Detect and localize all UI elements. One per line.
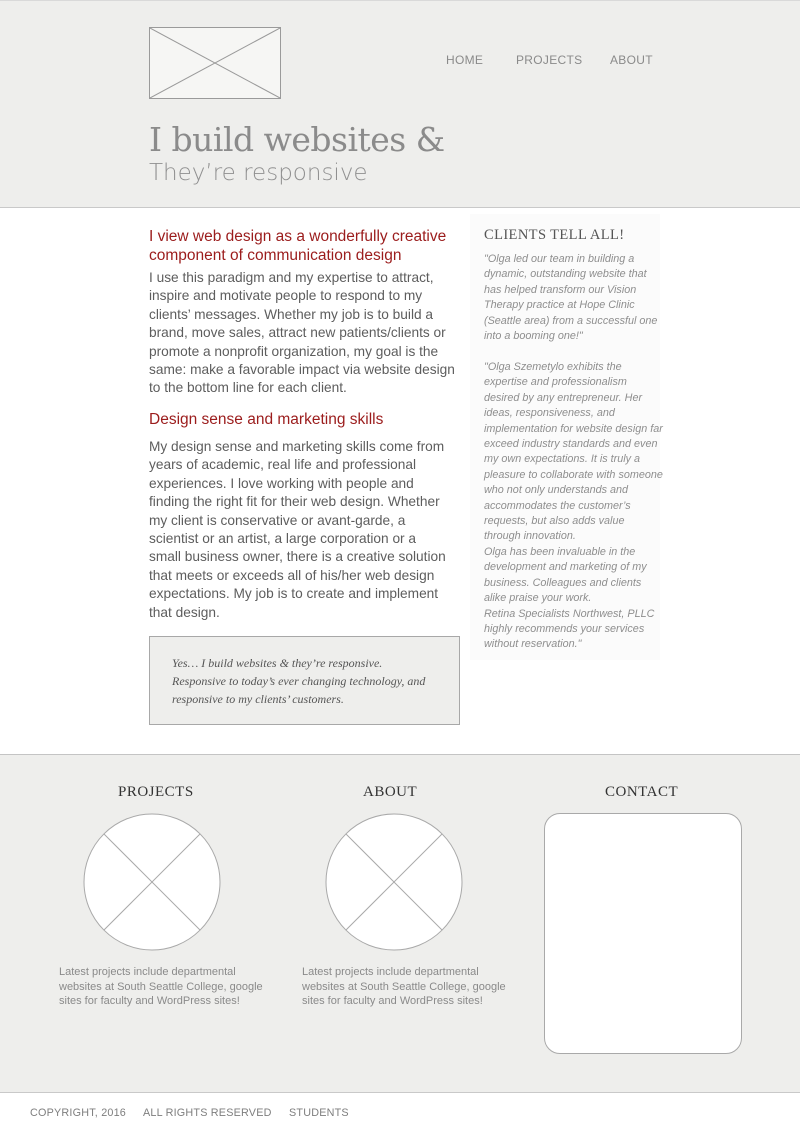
section-paragraph-creative: I use this paradigm and my expertise to attract, inspire and motivate people to respond to my clients’ messages. Whether my job is to build a brand, move sales, attract new patients/clients or promote a nonprofit organization, my goal is the same: make a favorable impact via website design to the bottom line for each client. [149, 270, 455, 396]
pull-quote-text: Yes… I build websites & they’re responsive. Responsive to today’s ever changing technology, and responsive to my clients’ customers. [172, 656, 426, 706]
section-paragraph-design-sense: My design sense and marketing skills come from years of academic, real life and professional experiences. I love working with people and finding the right fit for their web design. Whether my client is conservative or avant-garde, a scientist or an artist, a large corporation or a small business owner, there is a creative solution that meets or exceeds all of his/her web design expectations. My job is to create and implement that design. [149, 439, 446, 620]
section-heading-design-sense: Design sense and marketing skills [149, 411, 384, 428]
testimonials-title: CLIENTS TELL ALL! [484, 227, 625, 243]
projects-column-title[interactable]: PROJECTS [118, 784, 194, 800]
pull-quote [149, 636, 460, 725]
section-heading-creative: I view web design as a wonderfully creative component of communication design [149, 228, 447, 264]
nav-about[interactable]: ABOUT [610, 53, 653, 67]
students-link[interactable]: STUDENTS [289, 1107, 349, 1119]
about-column-title[interactable]: ABOUT [363, 784, 418, 800]
contact-column-title[interactable]: CONTACT [605, 784, 679, 800]
about-image-placeholder[interactable] [325, 813, 463, 951]
testimonial-hope-clinic: "Olga led our team in building a dynamic, outstanding website that has helped transform our Vision Therapy practice at Hope Clinic (Seattle area) from a successful one into a booming one!" [484, 253, 658, 343]
hero-title: I build websites & [149, 120, 445, 159]
nav-projects[interactable]: PROJECTS [516, 53, 583, 67]
copyright-text: COPYRIGHT, 2016 [30, 1107, 127, 1119]
about-description: Latest projects include departmental websites at South Seattle College, google sites for faculty and WordPress sites! [302, 966, 506, 1007]
site-header [0, 0, 800, 208]
hero-subtitle: They’re responsive [149, 160, 368, 186]
contact-form-placeholder[interactable] [544, 813, 742, 1054]
projects-description: Latest projects include departmental websites at South Seattle College, google sites for faculty and WordPress sites! [59, 966, 263, 1007]
testimonial-retina-specialists: "Olga Szemetylo exhibits the expertise and professionalism desired by any entrepreneur. Her ideas, responsiveness, and implementation for website design far exceed industry standards and even my own expectations. It is truly a pleasure to collaborate with someone who not only understands and accommodates the customer’s requests, but also adds value through innovation. Olga has been invaluable in the development and marketing of my business. Colleagues and clients alike praise your work. Retina Specialists Northwest, PLLC highly recommends your services without reservation." [484, 361, 663, 651]
logo-placeholder-image[interactable] [149, 27, 281, 99]
nav-home[interactable]: HOME [446, 53, 484, 67]
projects-image-placeholder[interactable] [83, 813, 221, 951]
rights-link[interactable]: ALL RIGHTS RESERVED [143, 1107, 272, 1119]
